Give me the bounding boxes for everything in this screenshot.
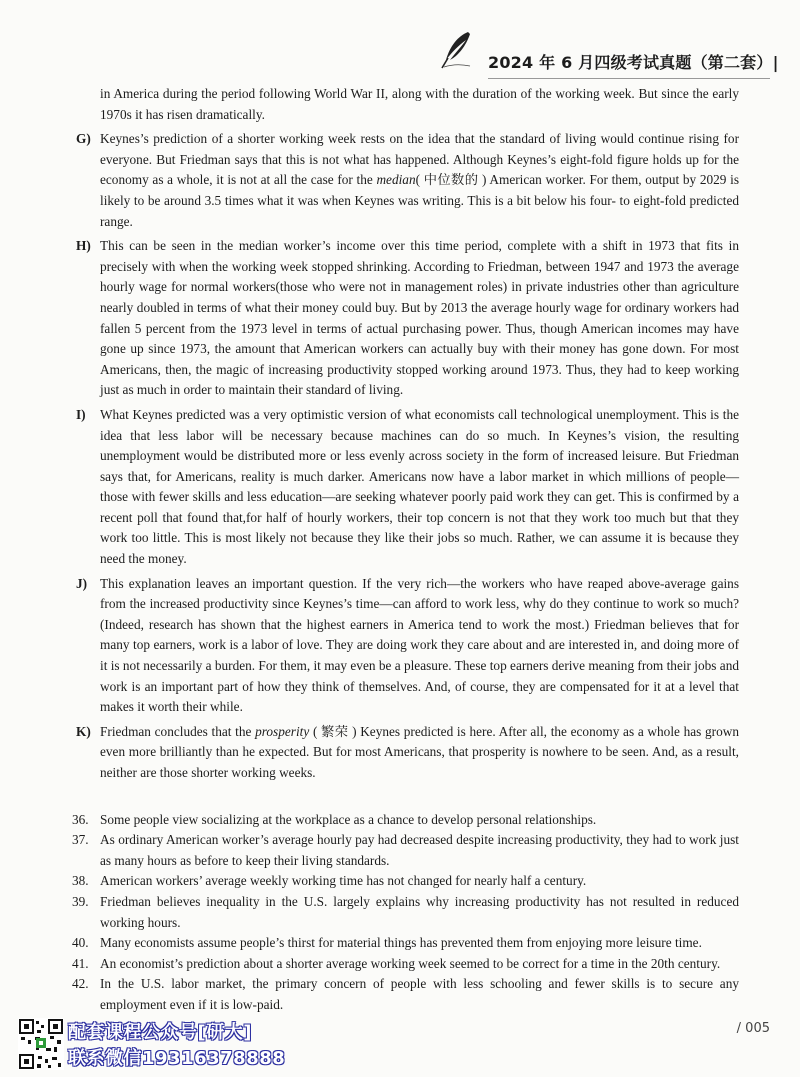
paragraph-g: [76, 129, 739, 232]
question-text: As ordinary American worker’s average hourly pay had decreased despite increasing productivity, they had to work just as many hours as before to keep their living standards.: [100, 832, 739, 868]
paragraph-text: ( 中位数的 ) American worker. For them, output by 2029 is likely to be around 3.5 times what it was when Keynes was writing. This is a bit below his four- to eight-fold predicted range.: [100, 172, 739, 229]
paragraph-label: J): [76, 575, 88, 591]
question-number: 38.: [72, 873, 89, 889]
qr-code-icon: [18, 1018, 64, 1070]
header-rule: [488, 78, 770, 79]
question-number: 36.: [72, 811, 89, 827]
question-text: An economist’s prediction about a shorter average working week seemed to be correct for a time in the 20th century.: [100, 955, 721, 971]
question-item: [72, 871, 739, 892]
promo-watermark: [18, 1016, 318, 1072]
paragraph-text: Friedman concludes that the: [100, 723, 256, 739]
question-item: [72, 974, 739, 1015]
question-item: [72, 830, 739, 871]
paragraph-emphasis: prosperity: [255, 723, 310, 739]
question-number: 42.: [72, 976, 89, 992]
exam-title: 2024 年 6 月四级考试真题（第二套）|: [488, 53, 779, 72]
paragraph-k: [76, 722, 739, 784]
question-item: [72, 810, 739, 831]
question-text: In the U.S. labor market, the primary concern of people with less schooling and fewer skills is to secure any employment even if it is low-paid.: [100, 976, 739, 1012]
paragraph-label: H): [76, 238, 91, 254]
page-header: [440, 38, 779, 78]
paragraph-text: in America during the period following World War II, along with the duration of the working week. But since the early 1970s it has risen dramatically.: [100, 86, 739, 122]
paragraph-text: What Keynes predicted was a very optimistic version of what economists call technological unemployment. This is the idea that less labor will be necessary because machines can do so much. In Keynes’s vision, the resulting unemployment would be distributed more or less evenly across society in the form of increased leisure. But Friedman says that, for Americans, reality is much darker. Americans now have a labor market in which millions of people—those with fewer skills and less education—are seeking whatever poorly paid work they can get. This is confirmed by a recent poll that found that,for half of hourly workers, their top concern is not that they work too much but that they work too little. This is most likely not because they like their jobs so much. Rather, we can assume it is because they need the money.: [100, 406, 739, 567]
paragraph-i: [76, 405, 739, 570]
question-number: 37.: [72, 832, 89, 848]
paragraph-label: K): [76, 723, 91, 739]
paragraph-text: This can be seen in the median worker’s income over this time period, complete with a shift in 1973 that fits in precisely with when the working week stopped shrinking. According to Friedman, between 1947 and 1973 the average hourly wage for normal workers(those who were not in management roles) in private industries other than agriculture nearly doubled in terms of what their money could buy. But by 2013 the average hourly wage for ordinary workers had fallen 5 percent from the 1973 level in terms of actual purchasing power. Thus, though American incomes may have gone up since 1973, the amount that American workers can actually buy with their money has gone down. For most Americans, then, the magic of increasing productivity stopped working around 1973. Thus, they had to keep working just as much in order to maintain their standard of living.: [100, 238, 739, 398]
paragraph-text: This explanation leaves an important question. If the very rich—the workers who have reaped above-average gains from the increased productivity since Keynes’s time—can afford to work less, why do they continue to work so much? (Indeed, research has shown that the highest earners in America tend to work the most.) Friedman believes that for many top earners, work is a labor of love. They are doing work they care about and are interested in, and doing more of it is not necessarily a burden. For them, it may even be a pleasure. These top earners derive meaning from their jobs and work is an important part of how they think of themselves. And, of course, they are compensated for it at a level that makes it worth their while.: [100, 575, 739, 715]
question-text: American workers’ average weekly working time has not changed for nearly half a century.: [100, 873, 587, 889]
question-number: 40.: [72, 935, 89, 951]
paragraph-label: I): [76, 406, 86, 422]
question-item: [72, 954, 739, 975]
paragraph-emphasis: median: [376, 172, 416, 188]
paragraph-h: [76, 236, 739, 401]
promo-line-2: 联系微信19316378888: [68, 1048, 286, 1069]
paragraph-continued: [100, 84, 739, 125]
section-gap: [100, 788, 739, 810]
question-text: Some people view socializing at the workplace as a chance to develop personal relationships.: [100, 811, 597, 827]
question-text: Friedman believes inequality in the U.S. largely explains why increasing productivity has not resulted in reduced working hours.: [100, 893, 739, 930]
question-number: 41.: [72, 955, 89, 971]
promo-line-1: 配套课程公众号[研大]: [68, 1022, 252, 1043]
page-number: / 005: [736, 1021, 770, 1036]
question-number: 39.: [72, 893, 89, 909]
question-item: [72, 933, 739, 954]
question-text: Many economists assume people’s thirst for material things has prevented them from enjoying more leisure time.: [100, 935, 702, 951]
paragraph-j: [76, 574, 739, 718]
paragraph-label: G): [76, 131, 91, 147]
question-item: [72, 892, 739, 933]
passage-content: [72, 84, 739, 1016]
paragraph-text: Keynes’s prediction of a shorter working week rests on the idea that the standard of living would continue rising for everyone. But Friedman says that this is not what has happened. Although Keynes’s eight-fold figure holds up for the economy as a whole, it is not at all the case for the: [100, 131, 739, 188]
quill-pen-icon: [440, 30, 474, 70]
paragraph-text: ( 繁荣 ) Keynes predicted is here. After all, the economy as a whole has grown even more brilliantly than he expected. But for most Americans, that prosperity is nowhere to be seen. And, as a result, neither are those shorter working weeks.: [100, 723, 739, 780]
